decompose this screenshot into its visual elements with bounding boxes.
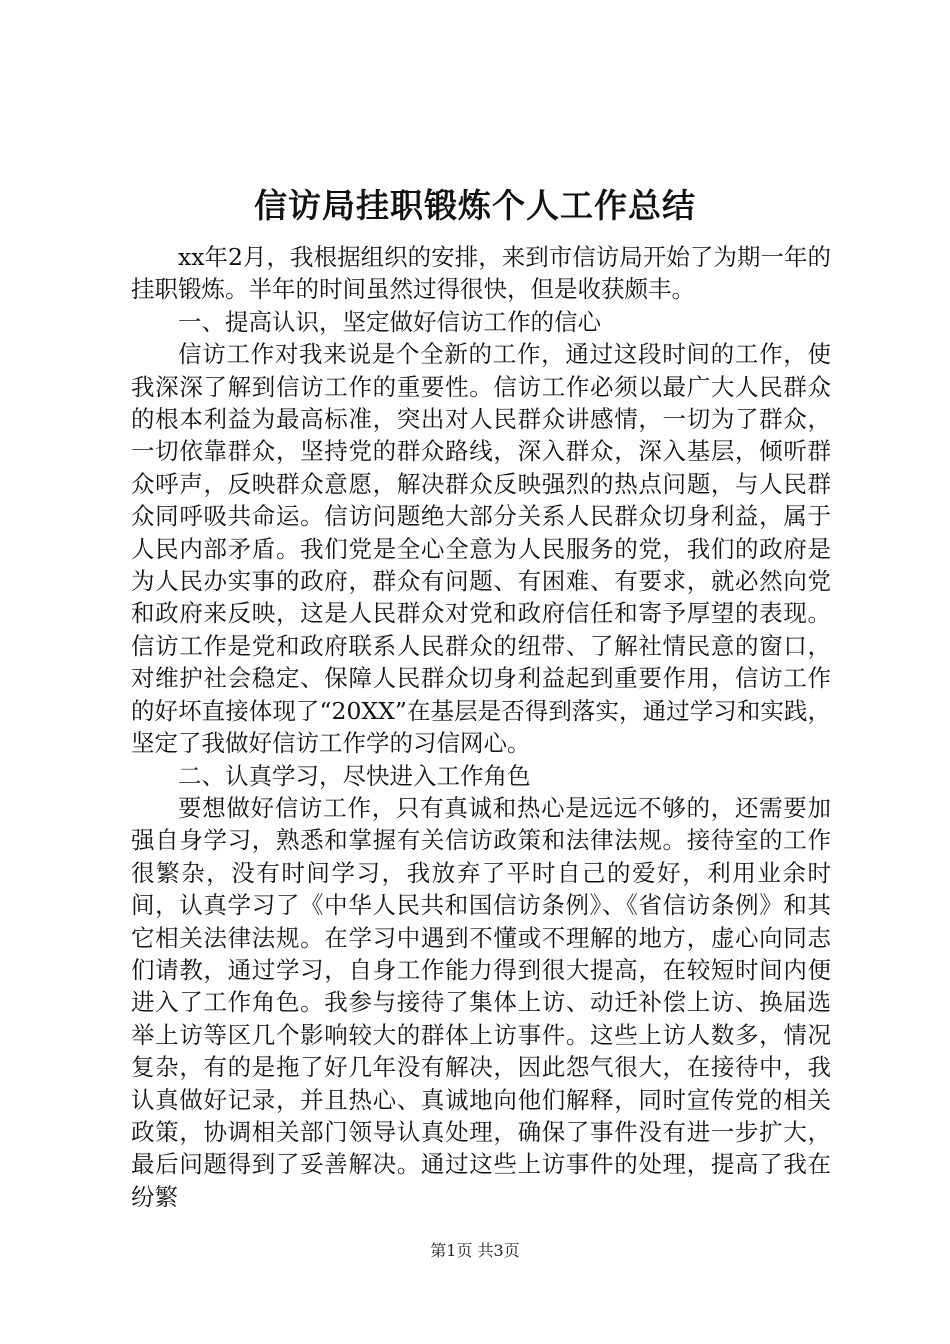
section-heading-1: 一、提高认识，坚定做好信访工作的信心 (178, 307, 601, 336)
document-title: 信访局挂职锻炼个人工作总结 (254, 186, 696, 225)
paragraph-section-2: 要想做好信访工作，只有真诚和热心是远远不够的，还需要加强自身学习，熟悉和掌握有关信访政策和法律法规。接待室的工作很繁杂，没有时间学习，我放弃了平时自己的爱好，利用业余时间，认真学习了《中华人民共和国信访条例》、《省信访条例》和其它相关法律法规。在学习中遇到不懂或不理解的地方，虚心向同志们请教，通过学习，自身工作能力得到很大提高，在较短时间内便进入了工作角色。我参与接待了集体上访、动迁补偿上访、换届选举上访等区几个影响较大的群体上访事件。这些上访人数多，情况复杂，有的是拖了好几年没有解决，因此怨气很大，在接待中，我认真做好记录，并且热心、真诚地向他们解释，同时宣传党的相关政策，协调相关部门领导认真处理，确保了事件没有进一步扩大，最后问题得到了妥善解决。通过这些上访事件的处理，提高了我在纷繁 (131, 793, 831, 1211)
section-heading-2: 二、认真学习，尽快进入工作角色 (178, 761, 531, 790)
paragraph-intro: xx年2月，我根据组织的安排，来到市信访局开始了为期一年的挂职锻炼。半年的时间虽然过得很快，但是收获颇丰。 (131, 243, 831, 304)
page-number-footer: 第1页 共3页 (430, 1241, 520, 1260)
paragraph-section-1: 信访工作对我来说是个全新的工作，通过这段时间的工作，使我深深了解到信访工作的重要性。信访工作必须以最广大人民群众的根本利益为最高标准，突出对人民群众讲感情，一切为了群众，一切依靠群众，坚持党的群众路线，深入群众，深入基层，倾听群众呼声，反映群众意愿，解决群众反映强烈的热点问题，与人民群众同呼吸共命运。信访问题绝大部分关系人民群众切身利益，属于人民内部矛盾。我们党是全心全意为人民服务的党，我们的政府是为人民办实事的政府，群众有问题、有困难、有要求，就必然向党和政府来反映，这是人民群众对党和政府信任和寄予厚望的表现。信访工作是党和政府联系人民群众的纽带、了解社情民意的窗口，对维护社会稳定、保障人民群众切身利益起到重要作用，信访工作的好坏直接体现了“20XX”在基层是否得到落实，通过学习和实践，坚定了我做好信访工作学的习信网心。 (131, 340, 831, 758)
document-body (131, 241, 831, 1213)
